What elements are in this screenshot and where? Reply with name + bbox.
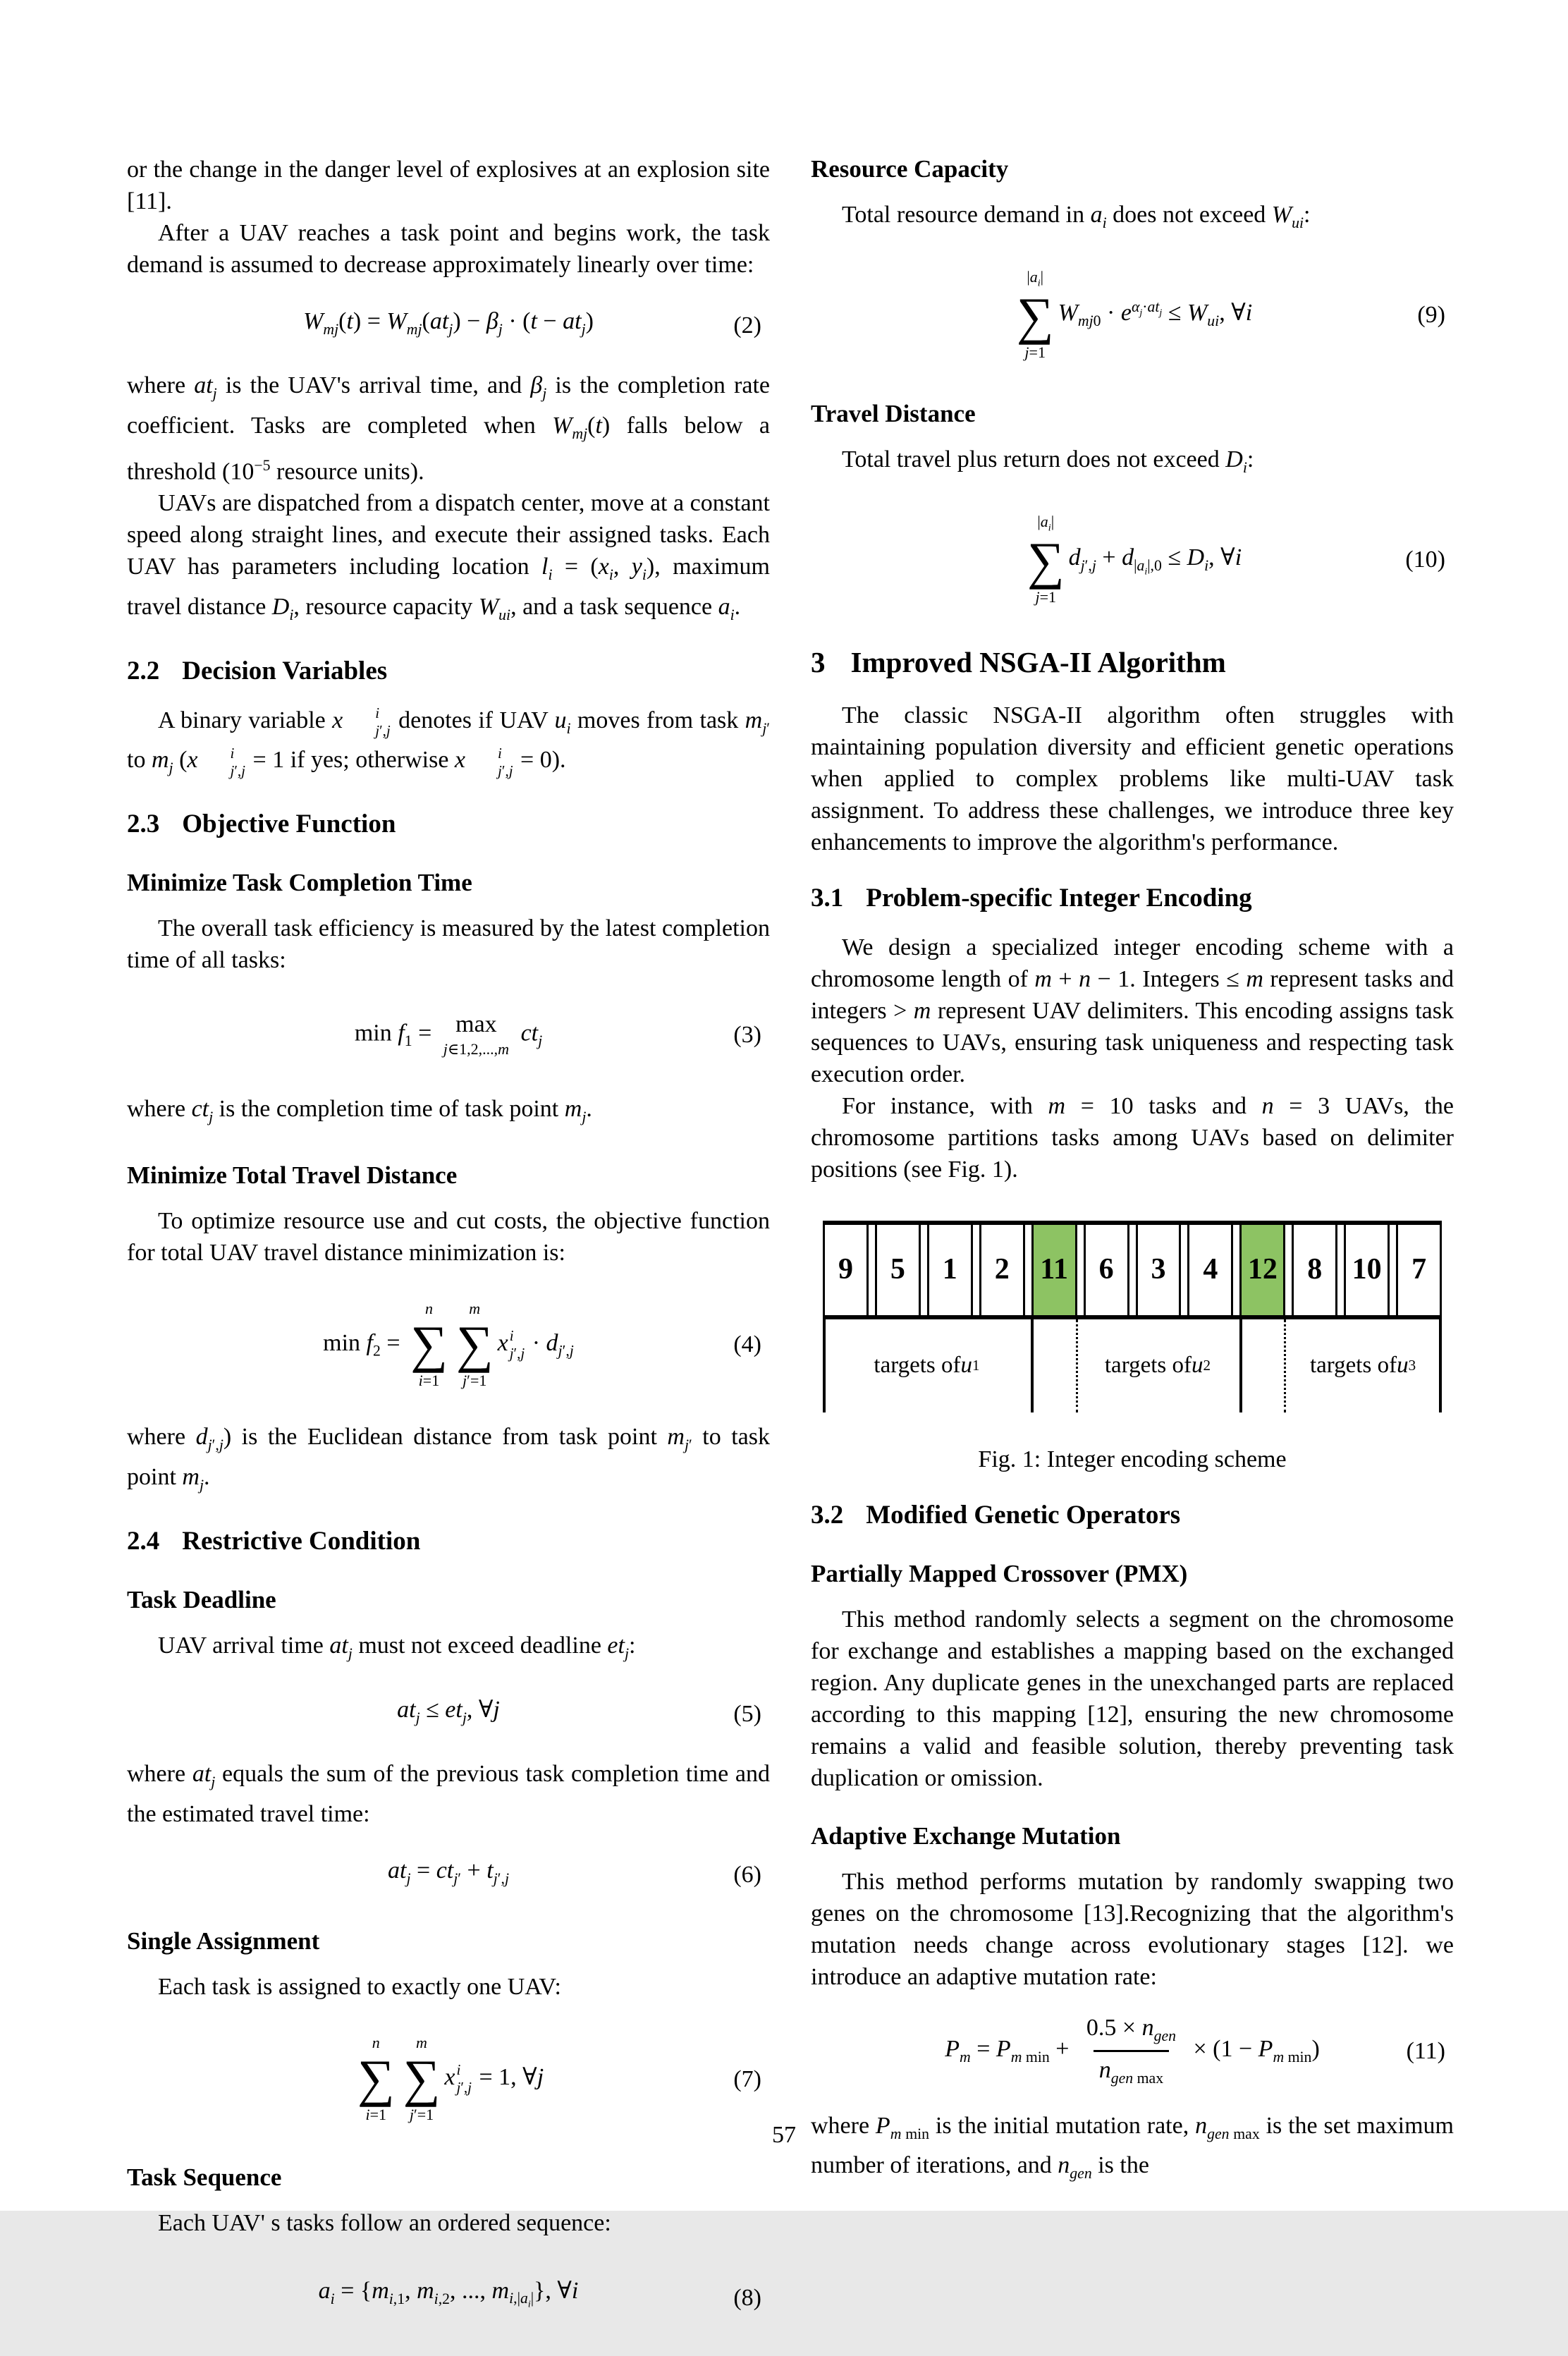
page-number: 57	[772, 2122, 796, 2148]
bracket-line	[1031, 1319, 1034, 1412]
figure-1	[811, 1221, 1454, 1475]
paragraph: Total travel plus return does not exceed $D_i$:	[842, 446, 1254, 476]
equation-body: $\min f_2$ = n ∑ i=1 m ∑ j′=1 x i j′,j · $d_{j',j}$	[323, 1299, 574, 1390]
chromosome-cell-delimiter: 12	[1239, 1225, 1285, 1315]
paragraph: where $at_j$ equals the sum of the previous task completion time and the estimated travel time:	[127, 1761, 771, 1828]
chromosome-cell: 6	[1084, 1225, 1129, 1315]
paragraph: UAVs are dispatched from a dispatch center, move at a constant speed along straight lines, and execute their assigned tasks. Each UAV has parameters including location $l_i = (x_i$, $y_i$), maximum travel distance $D_i$, resource capacity $W_{ui}$, and a task sequence $a_i$.	[127, 489, 771, 623]
subheading-task-deadline: Task Deadline	[127, 1585, 276, 1613]
section-title: Problem-specific Integer Encoding	[866, 883, 1252, 913]
subheading-travel-distance: Travel Distance	[811, 399, 976, 427]
section-title: Decision Variables	[182, 656, 388, 685]
equation-number: (7)	[733, 2065, 761, 2092]
equation-9	[811, 259, 1454, 372]
equation-number: (3)	[733, 1021, 761, 1048]
equation-8	[127, 2259, 770, 2336]
subheading-adaptive-exchange-mutation: Adaptive Exchange Mutation	[811, 1821, 1121, 1850]
equation-body: $|a_i|$ ∑ j=1 $W_{mj0} \cdot e^{\alpha_j\cdot at_j} \le W_{ui}$, ∀i	[1016, 268, 1253, 362]
section-title: Improved NSGA-II Algorithm	[850, 645, 1226, 678]
equation-2	[127, 300, 770, 350]
equation-3	[127, 996, 770, 1073]
paragraph: To optimize resource use and cut costs, the objective function for total UAV travel distance minimization is:	[127, 1207, 770, 1266]
section-heading-2-2	[127, 655, 770, 688]
paragraph: Total resource demand in $a_i$ does not exceed $W_{ui}$:	[842, 202, 1311, 231]
section-heading-2-3	[127, 808, 770, 841]
subheading-resource-capacity: Resource Capacity	[811, 155, 1009, 183]
equation-4	[127, 1288, 770, 1401]
figure-bracket-label: targets of u 3	[1309, 1353, 1416, 1379]
equation-number: (9)	[1417, 302, 1445, 329]
paragraph: The overall task efficiency is measured by the latest completion time of all tasks:	[127, 915, 770, 974]
section-title: Modified Genetic Operators	[866, 1500, 1181, 1530]
figure-caption: Fig. 1: Integer encoding scheme	[978, 1446, 1287, 1472]
paragraph: where $d_{j',j}$) is the Euclidean distance from task point $m_{j'}$ to task point $m_j$.	[127, 1423, 770, 1494]
section-number: 3	[811, 645, 826, 678]
section-number: 2.3	[127, 810, 160, 839]
paragraph: where $ct_j$ is the completion time of task point $m_j$.	[127, 1096, 592, 1125]
figure-bracket-label: targets of u 1	[874, 1353, 980, 1379]
subheading-minimize-total-travel-distance: Minimize Total Travel Distance	[127, 1161, 458, 1189]
chromosome-cell: 4	[1187, 1225, 1233, 1315]
chromosome-cell: 10	[1344, 1225, 1390, 1315]
subheading-task-sequence: Task Sequence	[127, 2163, 282, 2192]
paragraph: where $at_j$ is the UAV's arrival time, and $\beta_j$ is the completion rate coefficient. Tasks are completed when $W_{mj}(t)$ falls below a threshold ($10^{-5}$ resource units).	[127, 372, 770, 484]
section-title: Objective Function	[182, 810, 396, 839]
chromosome-cell: 1	[927, 1225, 973, 1315]
section-heading-3-2	[811, 1499, 1454, 1532]
chromosome-row	[823, 1221, 1442, 1319]
section-number: 3.1	[811, 883, 844, 913]
paragraph: Each UAV' s tasks follow an ordered sequence:	[158, 2210, 611, 2237]
chromosome-cell: 3	[1136, 1225, 1182, 1315]
equation-10	[811, 503, 1454, 616]
paragraph: A binary variable x i j′,j denotes if UAV $u_i$ moves from task $m_{j'}$ to $m_j$ (x i j′,j = 1 if yes; otherwise x i j′,j = 0).	[127, 704, 770, 779]
equation-body: $a_i = \{m_{i,1}$, $m_{i,2}$, ..., $m_{i,|a_i|}$}, ∀i	[318, 2277, 579, 2310]
equation-body: $P_m = P_{m min}$ + $\frac{0.5 \times n_{gen}}{n_{gen max}}$ × $(1 - P_{m min})$	[945, 2015, 1320, 2087]
bracket-line	[1239, 1319, 1242, 1412]
paragraph: This method randomly selects a segment on the chromosome for exchange and establishes a mapping based on the exchanged region. Any duplicate genes in the unexchanged parts are replaced according to this mapping [12], ensuring the new chromosome remains a valid and feasible solution, thereby preventing task duplication or omission.	[811, 1606, 1454, 1791]
section-title: Restrictive Condition	[182, 1526, 421, 1556]
chromosome-cell: 8	[1292, 1225, 1337, 1315]
paragraph: This method performs mutation by randomly swapping two genes on the chromosome [13].Recognizing that the algorithm's mutation needs change across evolutionary stages [12]. we introduce an adaptive mutation rate:	[811, 1868, 1454, 1990]
equation-number: (2)	[733, 312, 761, 338]
equation-number: (4)	[733, 1331, 761, 1358]
right-column	[811, 154, 1454, 2190]
paragraph: or the change in the danger level of explosives at an explosion site [11].	[127, 157, 770, 214]
chromosome-cell: 9	[823, 1225, 869, 1315]
equation-body: $\min f_1$ = max j∈1,2,...,m $ct_j$	[354, 1011, 543, 1058]
chromosome-cell: 7	[1396, 1225, 1442, 1315]
paragraph: where $P_{m min}$ is the initial mutation rate, $n_{gen max}$ is the set maximum number of iterations, and $n_{gen}$ is the	[811, 2112, 1454, 2183]
paragraph: Each task is assigned to exactly one UAV:	[158, 1974, 561, 2001]
figure-bracket-label: targets of u 2	[1104, 1353, 1211, 1379]
paragraph: For instance, with m = 10 tasks and n = 3 UAVs, the chromosome partitions tasks among UAVs based on delimiter positions (see Fig. 1).	[811, 1092, 1454, 1183]
equation-number: (8)	[733, 2284, 761, 2311]
section-number: 3.2	[811, 1500, 844, 1530]
subheading-single-assignment: Single Assignment	[127, 1927, 320, 1955]
equation-body: $|a_i|$ ∑ j=1 $d_{j',j} + d_{|a_i|,0} \le D_i$, ∀i	[1027, 513, 1242, 606]
paragraph: The classic NSGA-II algorithm often struggles with maintaining population diversity and efficient genetic operations when applied to complex problems like multi-UAV task assignment. To address these challenges, we introduce three key enhancements to improve the algorithm's performance.	[811, 702, 1454, 855]
equation-body: n ∑ i=1 m ∑ j′=1 x i j′,j = 1, ∀j	[357, 2033, 544, 2124]
equation-6	[127, 1850, 770, 1899]
equation-body: $at_j \le et_j$, ∀j	[397, 1696, 500, 1726]
subheading-pmx: Partially Mapped Crossover (PMX)	[811, 1559, 1188, 1587]
equation-number: (6)	[733, 1861, 761, 1888]
equation-number: (10)	[1405, 547, 1445, 573]
section-number: 2.2	[127, 656, 160, 685]
equation-5	[127, 1689, 770, 1738]
equation-body: $W_{mj}(t) = W_{mj}(at_j) - \beta_j \cdot (t - at_j)$	[303, 307, 594, 338]
equation-number: (5)	[733, 1700, 761, 1727]
section-heading-2-4	[127, 1525, 770, 1558]
equation-body: $at_j = ct_{j'} + t_{j',j}$	[388, 1857, 509, 1887]
paragraph: We design a specialized integer encoding scheme with a chromosome length of m + n − 1. Integers ≤ m represent tasks and integers > m represent UAV delimiters. This encoding assigns task sequences to UAVs, ensuring task uniqueness and respecting task execution order.	[811, 934, 1454, 1087]
section-number: 2.4	[127, 1526, 160, 1556]
chromosome-cell: 2	[979, 1225, 1025, 1315]
figure-bracket	[823, 1319, 1442, 1412]
paragraph: After a UAV reaches a task point and begins work, the task demand is assumed to decrease approximately linearly over time:	[127, 220, 770, 278]
equation-11	[811, 2013, 1454, 2090]
paragraph: UAV arrival time $at_j$ must not exceed deadline $et_j$:	[158, 1632, 636, 1662]
section-heading-3	[811, 645, 1454, 680]
chromosome-cell-delimiter: 11	[1031, 1225, 1077, 1315]
subheading-minimize-task-completion-time: Minimize Task Completion Time	[127, 869, 472, 897]
left-column	[127, 154, 770, 2356]
equation-7	[127, 2022, 770, 2135]
chromosome-cell: 5	[875, 1225, 921, 1315]
equation-number: (11)	[1406, 2038, 1445, 2065]
section-heading-3-1	[811, 882, 1454, 915]
